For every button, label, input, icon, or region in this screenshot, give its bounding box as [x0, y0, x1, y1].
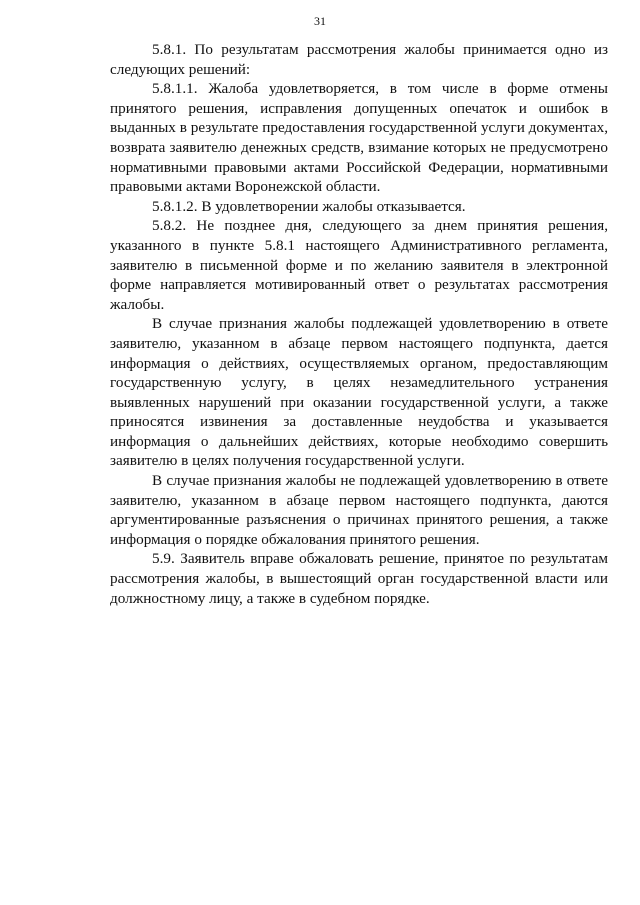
document-body [110, 40, 608, 608]
paragraph-complaint-satisfied: В случае признания жалобы подлежащей удовлетворению в ответе заявителю, указанном в абзаце первом настоящего подпункта, дается информация о действиях, осуществляемых органом, предоставляющим государственную услугу, в целях незамедлительного устранения выявленных нарушений при оказании государственной услуги, а также приносятся извинения за доставленные неудобства и указывается информация о дальнейших действиях, которые необходимо совершить заявителю в целях получения государственной услуги. [110, 315, 608, 470]
page-number: 31 [314, 14, 326, 28]
paragraph-5-8-1-1: 5.8.1.1. Жалоба удовлетворяется, в том числе в форме отмены принятого решения, исправления допущенных опечаток и ошибок в выданных в результате предоставления государственной услуги документах, возврата заявителю денежных средств, взимание которых не предусмотрено нормативными правовыми актами Российской Федерации, нормативными правовыми актами Воронежской области. [110, 80, 608, 196]
paragraph-5-8-1-2: 5.8.1.2. В удовлетворении жалобы отказывается. [152, 197, 466, 215]
paragraph-5-9: 5.9. Заявитель вправе обжаловать решение, принятое по результатам рассмотрения жалобы, в вышестоящий орган государственной власти или должностному лицу, а также в судебном порядке. [110, 550, 608, 607]
paragraph-5-8-2: 5.8.2. Не позднее дня, следующего за днем принятия решения, указанного в пункте 5.8.1 настоящего Административного регламента, заявителю в письменной форме и по желанию заявителя в электронной форме направляется мотивированный ответ о результатах рассмотрения жалобы. [110, 217, 608, 313]
paragraph-complaint-rejected: В случае признания жалобы не подлежащей удовлетворению в ответе заявителю, указанном в абзаце первом настоящего подпункта, даются аргументированные разъяснения о причинах принятого решения, а также информация о порядке обжалования принятого решения. [110, 472, 608, 548]
paragraph-5-8-1: 5.8.1. По результатам рассмотрения жалобы принимается одно из следующих решений: [110, 41, 608, 78]
